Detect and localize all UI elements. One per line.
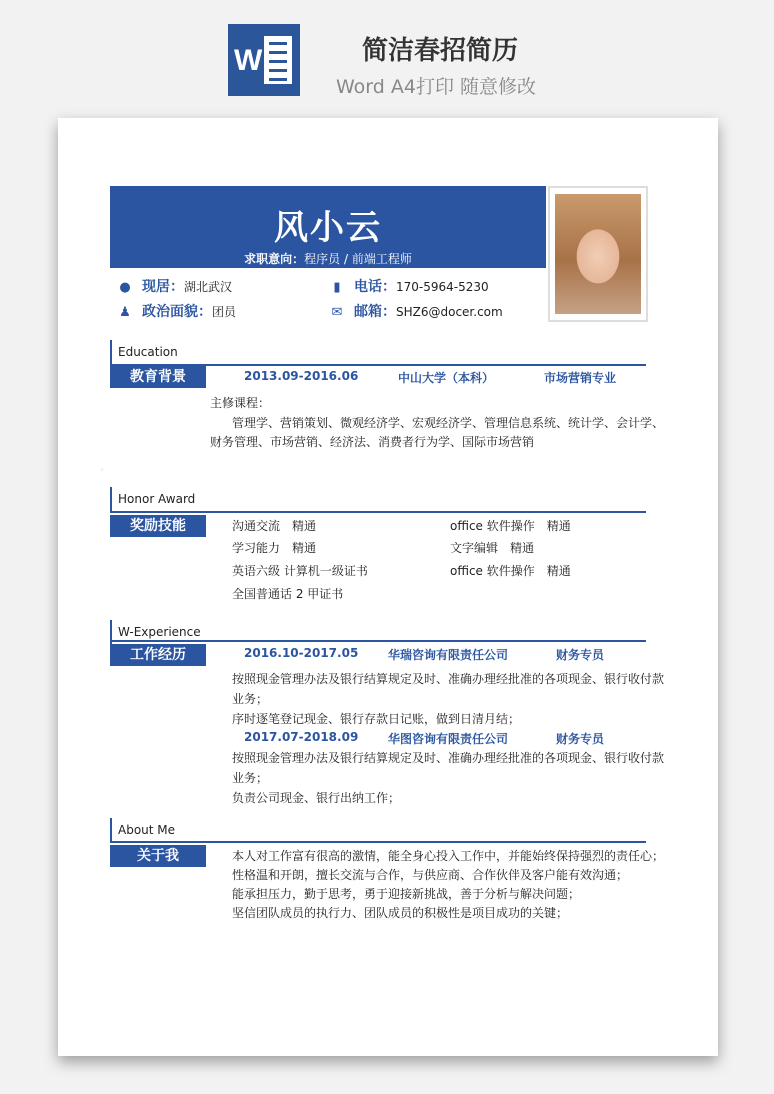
job-company: 华瑞咨询有限责任公司 bbox=[388, 648, 509, 662]
skill-item: office 软件操作 精通 bbox=[450, 564, 571, 578]
portrait-photo bbox=[555, 194, 641, 314]
intent-value: 程序员 / 前端工程师 bbox=[304, 252, 412, 266]
avatar bbox=[548, 186, 648, 322]
experience-heading-en: W-Experience bbox=[110, 620, 201, 644]
about-line: 能承担压力，勤于思考，勇于迎接新挑战，善于分析与解决问题； bbox=[232, 887, 581, 901]
section-divider bbox=[110, 640, 646, 642]
word-letter: W bbox=[234, 44, 263, 77]
about-tab: 关于我 bbox=[110, 845, 206, 867]
info-label: 政治面貌： bbox=[142, 304, 212, 320]
skill-item: 学习能力 精通 bbox=[232, 541, 317, 555]
info-label: 现居： bbox=[142, 279, 184, 295]
course-line: 管理学、营销策划、微观经济学、宏观经济学、管理信息系统、统计学、会计学、 bbox=[232, 416, 665, 430]
info-political bbox=[118, 301, 236, 321]
info-email bbox=[330, 301, 503, 321]
info-value: 170-5964-5230 bbox=[396, 280, 489, 294]
intent-label: 求职意向： bbox=[244, 252, 305, 266]
job-period: 2017.07-2018.09 bbox=[244, 730, 359, 744]
skill-item: 全国普通话 2 甲证书 bbox=[232, 587, 344, 601]
word-icon bbox=[228, 24, 300, 96]
info-phone bbox=[330, 276, 489, 296]
candidate-name: 风小云 bbox=[274, 208, 382, 248]
education-tab: 教育背景 bbox=[110, 366, 206, 388]
about-line: 坚信团队成员的执行力、团队成员的积极性是项目成功的关键； bbox=[232, 906, 569, 920]
honor-tab: 奖励技能 bbox=[110, 515, 206, 537]
info-label: 电话： bbox=[354, 279, 396, 295]
honor-heading-en: Honor Award bbox=[110, 487, 195, 511]
edu-period: 2013.09-2016.06 bbox=[244, 369, 359, 383]
skill-item: 英语六级 计算机一级证书 bbox=[232, 564, 368, 578]
job-duty: 业务； bbox=[232, 692, 269, 706]
job-role: 财务专员 bbox=[556, 732, 605, 746]
about-line: 本人对工作富有很高的激情，能全身心投入工作中，并能始终保持强烈的责任心； bbox=[232, 849, 665, 863]
section-divider bbox=[110, 841, 646, 843]
skill-item: office 软件操作 精通 bbox=[450, 519, 571, 533]
mail-icon: ✉ bbox=[331, 305, 343, 320]
skill-item: 文字编辑 精通 bbox=[450, 541, 535, 555]
phone-icon: ▮ bbox=[333, 280, 341, 295]
info-value: 团员 bbox=[212, 305, 237, 319]
edu-school: 中山大学（本科） bbox=[398, 371, 495, 385]
banner-title: 简洁春招简历 bbox=[361, 36, 518, 66]
job-duty: 按照现金管理办法及银行结算规定及时、准确办理经批准的各项现金、银行收付款 bbox=[232, 672, 665, 686]
resume-header bbox=[110, 186, 546, 268]
experience-tab: 工作经历 bbox=[110, 644, 206, 666]
section-divider bbox=[110, 511, 646, 513]
info-value: 湖北武汉 bbox=[184, 280, 233, 294]
resume-page bbox=[58, 118, 718, 1056]
job-role: 财务专员 bbox=[556, 648, 605, 662]
job-duty: 业务； bbox=[232, 771, 269, 785]
job-duty: 负责公司现金、银行出纳工作； bbox=[232, 791, 401, 805]
person-icon: ♟ bbox=[119, 305, 131, 320]
skill-item: 沟通交流 精通 bbox=[232, 519, 317, 533]
job-intent bbox=[110, 250, 546, 267]
job-duty: 序时逐笔登记现金、银行存款日记账，做到日清月结； bbox=[232, 712, 521, 726]
course-label: 主修课程： bbox=[210, 396, 271, 410]
info-location bbox=[118, 276, 232, 296]
location-icon: ● bbox=[119, 280, 131, 295]
job-duty: 按照现金管理办法及银行结算规定及时、准确办理经批准的各项现金、银行收付款 bbox=[232, 751, 665, 765]
job-period: 2016.10-2017.05 bbox=[244, 646, 359, 660]
info-label: 邮箱： bbox=[354, 304, 396, 320]
course-line: 财务管理、市场营销、经济法、消费者行为学、国际市场营销 bbox=[210, 435, 535, 449]
watermark: · bbox=[91, 458, 112, 483]
banner-subtitle: Word A4打印 随意修改 bbox=[335, 76, 536, 98]
education-heading-en: Education bbox=[110, 340, 178, 364]
edu-major: 市场营销专业 bbox=[544, 371, 617, 385]
job-company: 华图咨询有限责任公司 bbox=[388, 732, 509, 746]
about-line: 性格温和开朗，擅长交流与合作，与供应商、合作伙伴及客户能有效沟通； bbox=[232, 868, 629, 882]
info-value: SHZ6@docer.com bbox=[396, 305, 503, 319]
about-heading-en: About Me bbox=[110, 818, 175, 842]
